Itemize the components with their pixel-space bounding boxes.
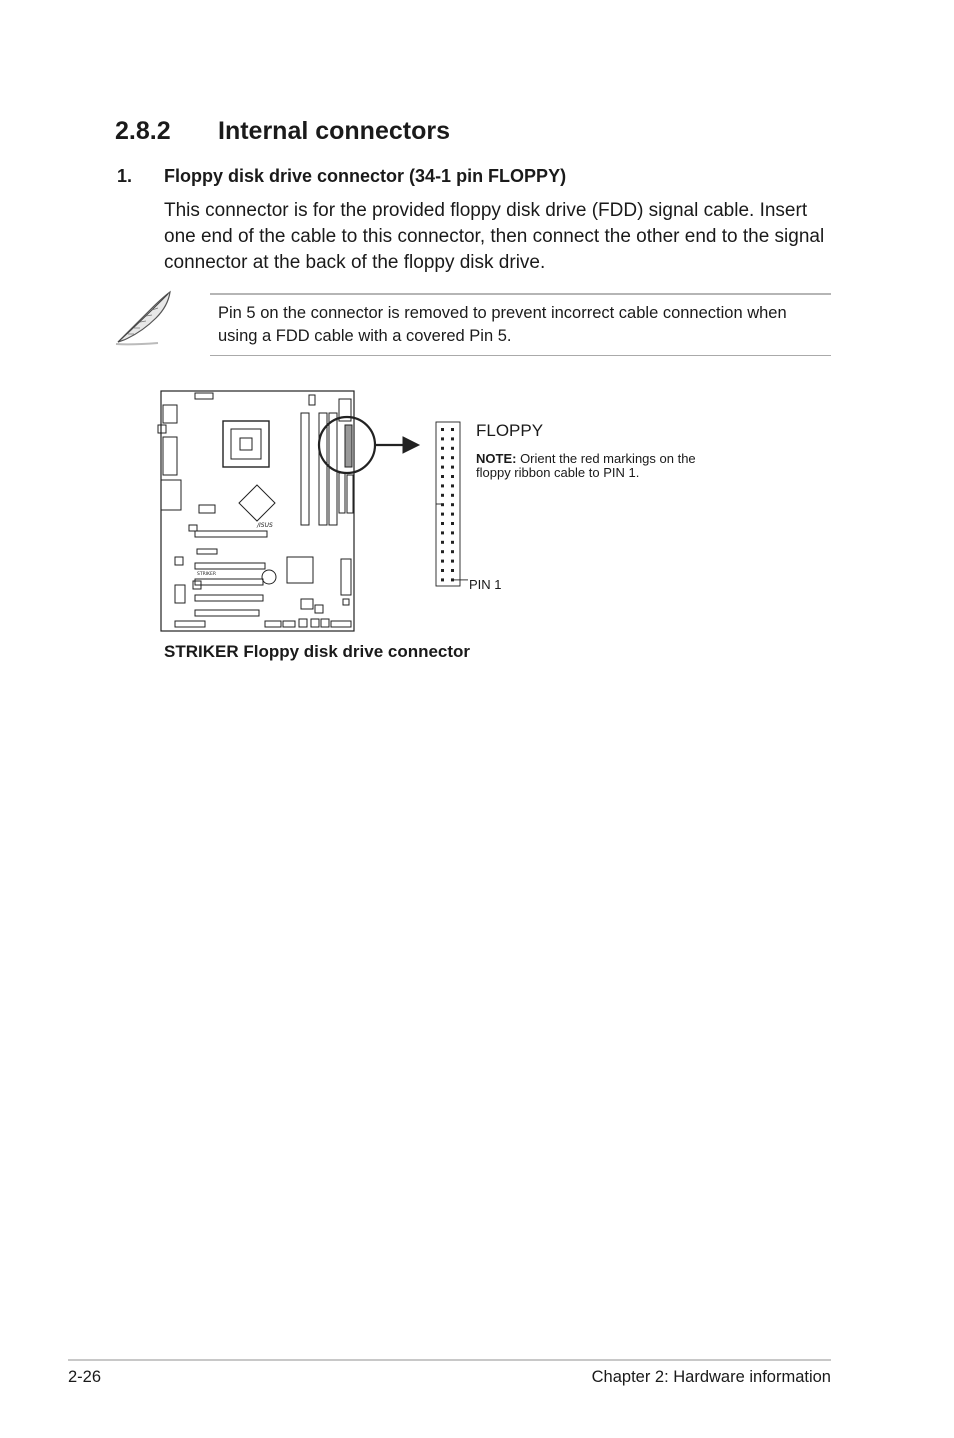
connector-pin — [441, 484, 444, 487]
motherboard-diagram — [155, 385, 425, 635]
page-number: 2-26 — [68, 1368, 102, 1386]
item-body: This connector is for the provided floppy disk drive (FDD) signal cable. Insert one end of the cable to this connector, then connect the other end to the signal connector at the back of the floppy disk drive. — [164, 200, 825, 273]
connector-pin — [451, 531, 454, 534]
floppy-connector-diagram — [434, 420, 474, 590]
connector-pin — [451, 494, 454, 497]
connector-pin — [451, 428, 454, 431]
connector-pin — [441, 531, 444, 534]
connector-pin — [451, 447, 454, 450]
connector-pin — [441, 513, 444, 516]
section-title: Internal connectors — [218, 117, 450, 145]
connector-pin — [441, 456, 444, 459]
connector-pin — [451, 466, 454, 469]
section-number: 2.8.2 — [115, 117, 171, 145]
connector-pin — [441, 569, 444, 572]
item-number: 1. — [117, 166, 133, 186]
connector-pin — [441, 541, 444, 544]
feather-icon — [112, 288, 174, 348]
connector-pin — [441, 550, 444, 553]
connector-pin — [441, 437, 444, 440]
connector-pin — [451, 522, 454, 525]
connector-pin — [441, 447, 444, 450]
connector-pin — [451, 569, 454, 572]
note-bottom-rule — [210, 355, 831, 356]
connector-pin — [451, 456, 454, 459]
item-title: Floppy disk drive connector (34-1 pin FLOPPY) — [164, 166, 567, 186]
connector-pin — [441, 428, 444, 431]
connector-pin — [441, 578, 444, 581]
connector-pin — [451, 513, 454, 516]
connector-pin — [451, 550, 454, 553]
connector-pin — [451, 541, 454, 544]
figure-caption: STRIKER Floppy disk drive connector — [164, 642, 471, 661]
note-label: NOTE: — [476, 451, 517, 466]
floppy-label: FLOPPY — [476, 421, 544, 440]
svg-text:/ISUS: /ISUS — [257, 522, 273, 529]
connector-pin — [441, 522, 444, 525]
connector-pin — [451, 484, 454, 487]
connector-pin — [441, 494, 444, 497]
connector-pin — [451, 578, 454, 581]
note-text: Pin 5 on the connector is removed to prevent incorrect cable connection when using a FDD cable with a covered Pin 5. — [218, 304, 787, 345]
connector-pin — [441, 503, 444, 506]
chapter-label: Chapter 2: Hardware information — [591, 1368, 831, 1386]
pin1-label: PIN 1 — [469, 577, 502, 592]
floppy-note — [476, 452, 716, 480]
footer-rule — [68, 1359, 831, 1361]
note-body: Orient the red markings on the floppy ribbon cable to PIN 1. — [476, 451, 696, 480]
svg-text:STRIKER: STRIKER — [197, 572, 216, 577]
connector-pin — [451, 503, 454, 506]
connector-pin — [441, 560, 444, 563]
connector-pin — [451, 475, 454, 478]
note-top-rule — [210, 293, 831, 295]
connector-pin — [441, 475, 444, 478]
connector-pin — [451, 437, 454, 440]
connector-pin — [451, 560, 454, 563]
connector-pin — [441, 466, 444, 469]
